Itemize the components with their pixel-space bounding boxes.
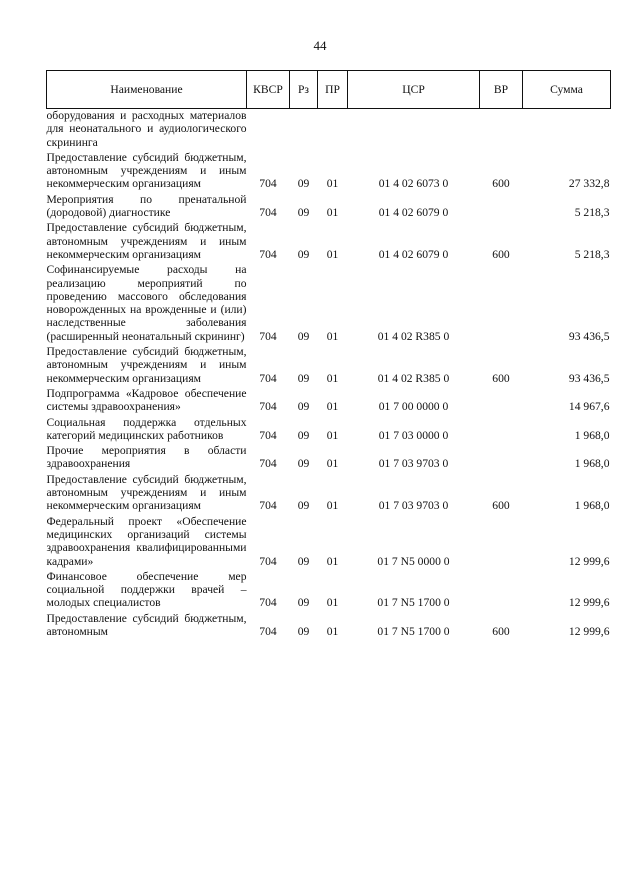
row-sum: 1 968,0 bbox=[574, 457, 610, 471]
table-row bbox=[47, 414, 611, 443]
row-sum: 12 999,6 bbox=[568, 624, 610, 638]
row-rz: 09 bbox=[297, 624, 310, 638]
row-name: Социальная поддержка отдельных категорий медицинских работников bbox=[46, 415, 247, 442]
row-csr: 01 4 02 6079 0 bbox=[378, 206, 449, 220]
row-name: Подпрограмма «Кадровое обеспечение системы здравоохранения» bbox=[46, 386, 247, 414]
row-csr: 01 4 02 6079 0 bbox=[378, 247, 449, 261]
row-pr: 01 bbox=[326, 499, 339, 513]
row-name: Предоставление субсидий бюджетным, автономным учреждениям и иным некоммерческим организациям bbox=[46, 150, 247, 191]
table-body bbox=[47, 109, 611, 639]
row-kvsr: 704 bbox=[259, 247, 277, 261]
row-rz: 09 bbox=[297, 428, 310, 442]
table-row bbox=[47, 568, 611, 610]
row-vr: 600 bbox=[492, 177, 510, 191]
row-rz: 09 bbox=[297, 329, 310, 343]
row-pr: 01 bbox=[326, 177, 339, 191]
table-row bbox=[47, 610, 611, 639]
row-kvsr: 704 bbox=[259, 428, 277, 442]
row-csr: 01 7 00 0000 0 bbox=[378, 400, 449, 414]
table-row bbox=[47, 191, 611, 220]
table-row bbox=[47, 261, 611, 343]
row-sum: 27 332,8 bbox=[568, 177, 610, 191]
row-csr: 01 7 N5 0000 0 bbox=[377, 554, 450, 568]
header-csr: ЦСР bbox=[348, 71, 480, 109]
row-rz: 09 bbox=[297, 457, 310, 471]
row-vr bbox=[480, 385, 523, 414]
row-sum: 5 218,3 bbox=[574, 247, 610, 261]
row-kvsr: 704 bbox=[259, 457, 277, 471]
row-name: Предоставление субсидий бюджетным, автономным учреждениям и иным некоммерческим организациям bbox=[46, 221, 247, 261]
row-rz: 09 bbox=[297, 596, 310, 610]
row-pr: 01 bbox=[326, 206, 339, 220]
row-pr: 01 bbox=[326, 329, 339, 343]
row-name: Софинансируемые расходы на реализацию мероприятий по проведению массового обследования новорожденных на врожденные и (или) наследственные заболевания (расширенный неонатальный скрининг) bbox=[46, 263, 247, 343]
header-pr: ПР bbox=[318, 71, 348, 109]
table-row bbox=[47, 471, 611, 513]
row-csr: 01 7 03 9703 0 bbox=[378, 499, 449, 513]
row-kvsr: 704 bbox=[259, 206, 277, 220]
row-sum: 12 999,6 bbox=[568, 554, 610, 568]
row-csr: 01 4 02 6073 0 bbox=[378, 177, 449, 191]
table-row bbox=[47, 149, 611, 191]
table-header bbox=[47, 71, 611, 109]
row-pr: 01 bbox=[326, 624, 339, 638]
row-name: Предоставление субсидий бюджетным, автономным bbox=[46, 611, 247, 638]
table-row bbox=[47, 219, 611, 261]
row-name: Предоставление субсидий бюджетным, автономным учреждениям и иным некоммерческим организациям bbox=[46, 345, 247, 385]
table-row bbox=[47, 442, 611, 471]
row-sum: 5 218,3 bbox=[574, 206, 610, 220]
row-pr: 01 bbox=[326, 428, 339, 442]
table-row bbox=[47, 343, 611, 385]
row-sum: 1 968,0 bbox=[574, 428, 610, 442]
row-vr: 600 bbox=[492, 247, 510, 261]
row-sum: 12 999,6 bbox=[568, 596, 610, 610]
row-rz: 09 bbox=[297, 206, 310, 220]
row-csr: 01 7 03 0000 0 bbox=[378, 428, 449, 442]
table-row bbox=[47, 385, 611, 414]
row-kvsr: 704 bbox=[259, 596, 277, 610]
row-sum: 14 967,6 bbox=[568, 400, 610, 414]
row-csr: 01 4 02 R385 0 bbox=[377, 329, 450, 343]
row-rz: 09 bbox=[297, 177, 310, 191]
row-name: Предоставление субсидий бюджетным, автономным учреждениям и иным некоммерческим организациям bbox=[46, 472, 247, 513]
row-vr bbox=[480, 109, 523, 149]
budget-table bbox=[46, 70, 611, 638]
row-kvsr: 704 bbox=[259, 371, 277, 385]
row-vr: 600 bbox=[492, 371, 510, 385]
row-sum: 93 436,5 bbox=[568, 371, 610, 385]
row-vr bbox=[480, 513, 523, 568]
row-vr bbox=[480, 414, 523, 443]
row-name: Федеральный проект «Обеспечение медицинских организаций системы здравоохранения квалифицированными кадрами» bbox=[46, 514, 247, 568]
row-kvsr: 704 bbox=[259, 624, 277, 638]
row-pr: 01 bbox=[326, 247, 339, 261]
row-sum bbox=[523, 109, 611, 149]
row-rz bbox=[290, 109, 318, 149]
row-kvsr: 704 bbox=[259, 177, 277, 191]
row-rz: 09 bbox=[297, 554, 310, 568]
row-kvsr: 704 bbox=[259, 400, 277, 414]
page-number: 44 bbox=[313, 38, 327, 53]
header-vr: ВР bbox=[480, 71, 523, 109]
row-vr bbox=[480, 568, 523, 610]
row-sum: 1 968,0 bbox=[574, 499, 610, 513]
row-vr bbox=[480, 261, 523, 343]
row-csr: 01 7 03 9703 0 bbox=[378, 457, 449, 471]
row-csr: 01 7 N5 1700 0 bbox=[377, 624, 450, 638]
row-name: оборудования и расходных материалов для неонатального и аудиологического скрининга bbox=[46, 109, 247, 149]
row-kvsr: 704 bbox=[259, 554, 277, 568]
row-vr: 600 bbox=[492, 624, 510, 638]
row-csr: 01 4 02 R385 0 bbox=[377, 371, 450, 385]
header-sum: Сумма bbox=[523, 71, 611, 109]
row-pr: 01 bbox=[326, 400, 339, 414]
row-kvsr bbox=[247, 109, 290, 149]
row-pr: 01 bbox=[326, 457, 339, 471]
row-sum: 93 436,5 bbox=[568, 329, 610, 343]
row-pr: 01 bbox=[326, 371, 339, 385]
row-name: Мероприятия по пренатальной (дородовой) диагностике bbox=[46, 192, 247, 220]
row-name: Финансовое обеспечение мер социальной поддержки врачей – молодых специалистов bbox=[46, 569, 247, 610]
row-pr: 01 bbox=[326, 554, 339, 568]
table-row bbox=[47, 513, 611, 568]
row-name: Прочие мероприятия в области здравоохранения bbox=[46, 444, 247, 471]
table-row bbox=[47, 109, 611, 149]
row-rz: 09 bbox=[297, 371, 310, 385]
header-kvsr: КВСР bbox=[247, 71, 290, 109]
row-rz: 09 bbox=[297, 400, 310, 414]
row-kvsr: 704 bbox=[259, 329, 277, 343]
header-name: Наименование bbox=[47, 71, 247, 109]
row-rz: 09 bbox=[297, 499, 310, 513]
row-vr: 600 bbox=[492, 499, 510, 513]
row-kvsr: 704 bbox=[259, 499, 277, 513]
row-csr bbox=[348, 109, 480, 149]
row-rz: 09 bbox=[297, 247, 310, 261]
row-csr: 01 7 N5 1700 0 bbox=[377, 596, 450, 610]
row-vr bbox=[480, 442, 523, 471]
row-vr bbox=[480, 191, 523, 220]
row-pr: 01 bbox=[326, 596, 339, 610]
row-pr bbox=[318, 109, 348, 149]
header-rz: Рз bbox=[290, 71, 318, 109]
